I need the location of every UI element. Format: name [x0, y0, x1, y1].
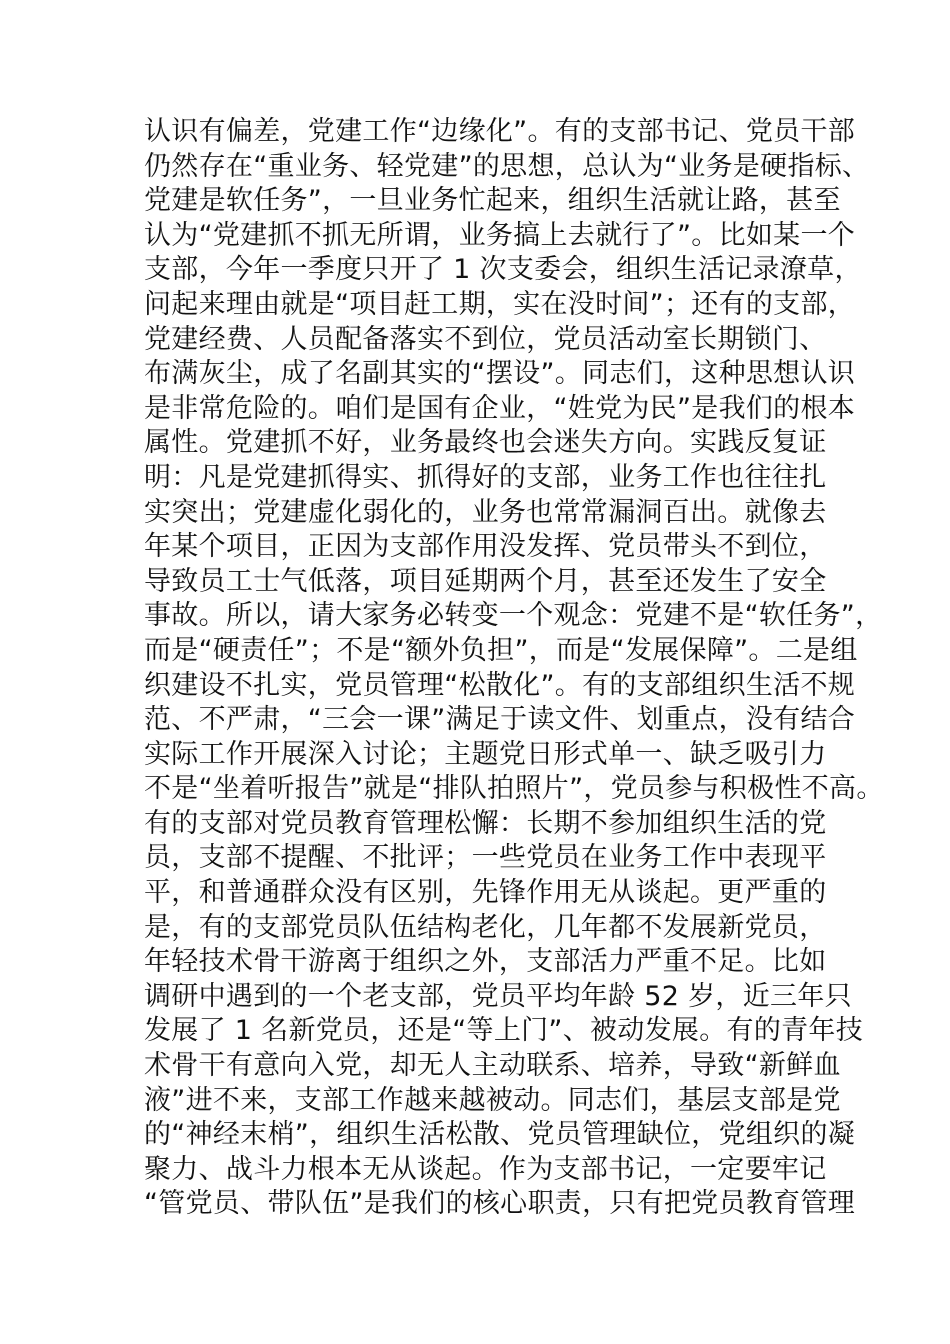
text-line: 平，和普通群众没有区别，先锋作用无从谈起。更严重的 [144, 877, 827, 909]
text-line: 仍然存在“重业务、轻党建”的思想，总认为“业务是硬指标、 [144, 150, 870, 182]
text-line: 调研中遇到的一个老支部，党员平均年龄 52 岁，近三年只 [144, 980, 852, 1012]
text-line: 范、不严肃，“三会一课”满足于读文件、划重点，没有结合 [144, 704, 856, 736]
body-text [144, 115, 884, 1222]
text-line: 党建是软任务”，一旦业务忙起来，组织生活就让路，甚至 [144, 185, 841, 217]
text-line: 有的支部对党员教育管理松懈：长期不参加组织生活的党 [144, 807, 827, 839]
text-line: 术骨干有意向入党，却无人主动联系、培养，导致“新鲜血 [144, 1050, 841, 1082]
text-line: “管党员、带队伍”是我们的核心职责，只有把党员教育管理 [144, 1188, 856, 1220]
text-line: 液”进不来，支部工作越来越被动。同志们，基层支部是党 [144, 1084, 841, 1116]
text-line: 布满灰尘，成了名副其实的“摆设”。同志们，这种思想认识 [144, 358, 856, 390]
text-line: 支部，今年一季度只开了 1 次支委会，组织生活记录潦草， [144, 254, 862, 286]
text-line: 织建设不扎实，党员管理“松散化”。有的支部组织生活不规 [144, 669, 856, 701]
text-line: 不是“坐着听报告”就是“排队拍照片”，党员参与积极性不高。 [144, 773, 884, 805]
text-line: 年某个项目，正因为支部作用没发挥、党员带头不到位， [144, 531, 827, 563]
text-line: 事故。所以，请大家务必转变一个观念：党建不是“软任务”， [144, 600, 883, 632]
text-line: 的“神经末梢”，组织生活松散、党员管理缺位，党组织的凝 [144, 1119, 856, 1151]
text-line: 而是“硬责任”；不是“额外负担”，而是“发展保障”。二是组 [144, 634, 858, 666]
text-line: 聚力、战斗力根本无从谈起。作为支部书记，一定要牢记 [144, 1153, 827, 1185]
text-line: 认为“党建抓不抓无所谓，业务搞上去就行了”。比如某一个 [144, 219, 856, 251]
text-line: 发展了 1 名新党员，还是“等上门”、被动发展。有的青年技 [144, 1015, 864, 1047]
text-line: 实突出；党建虚化弱化的，业务也常常漏洞百出。就像去 [144, 496, 827, 528]
text-line: 年轻技术骨干游离于组织之外，支部活力严重不足。比如 [144, 946, 827, 978]
text-line: 明：凡是党建抓得实、抓得好的支部，业务工作也往往扎 [144, 461, 827, 493]
text-line: 导致员工士气低落，项目延期两个月，甚至还发生了安全 [144, 565, 827, 597]
text-line: 员，支部不提醒、不批评；一些党员在业务工作中表现平 [144, 842, 827, 874]
text-line: 属性。党建抓不好，业务最终也会迷失方向。实践反复证 [144, 427, 827, 459]
text-line: 是非常危险的。咱们是国有企业，“姓党为民”是我们的根本 [144, 392, 856, 424]
text-line: 是，有的支部党员队伍结构老化，几年都不发展新党员， [144, 911, 827, 943]
text-line: 问起来理由就是“项目赶工期，实在没时间”；还有的支部， [144, 288, 856, 320]
text-line: 认识有偏差，党建工作“边缘化”。有的支部书记、党员干部 [144, 116, 856, 147]
text-line: 实际工作开展深入讨论；主题党日形式单一、缺乏吸引力 [144, 738, 827, 770]
text-line: 党建经费、人员配备落实不到位，党员活动室长期锁门、 [144, 323, 827, 355]
